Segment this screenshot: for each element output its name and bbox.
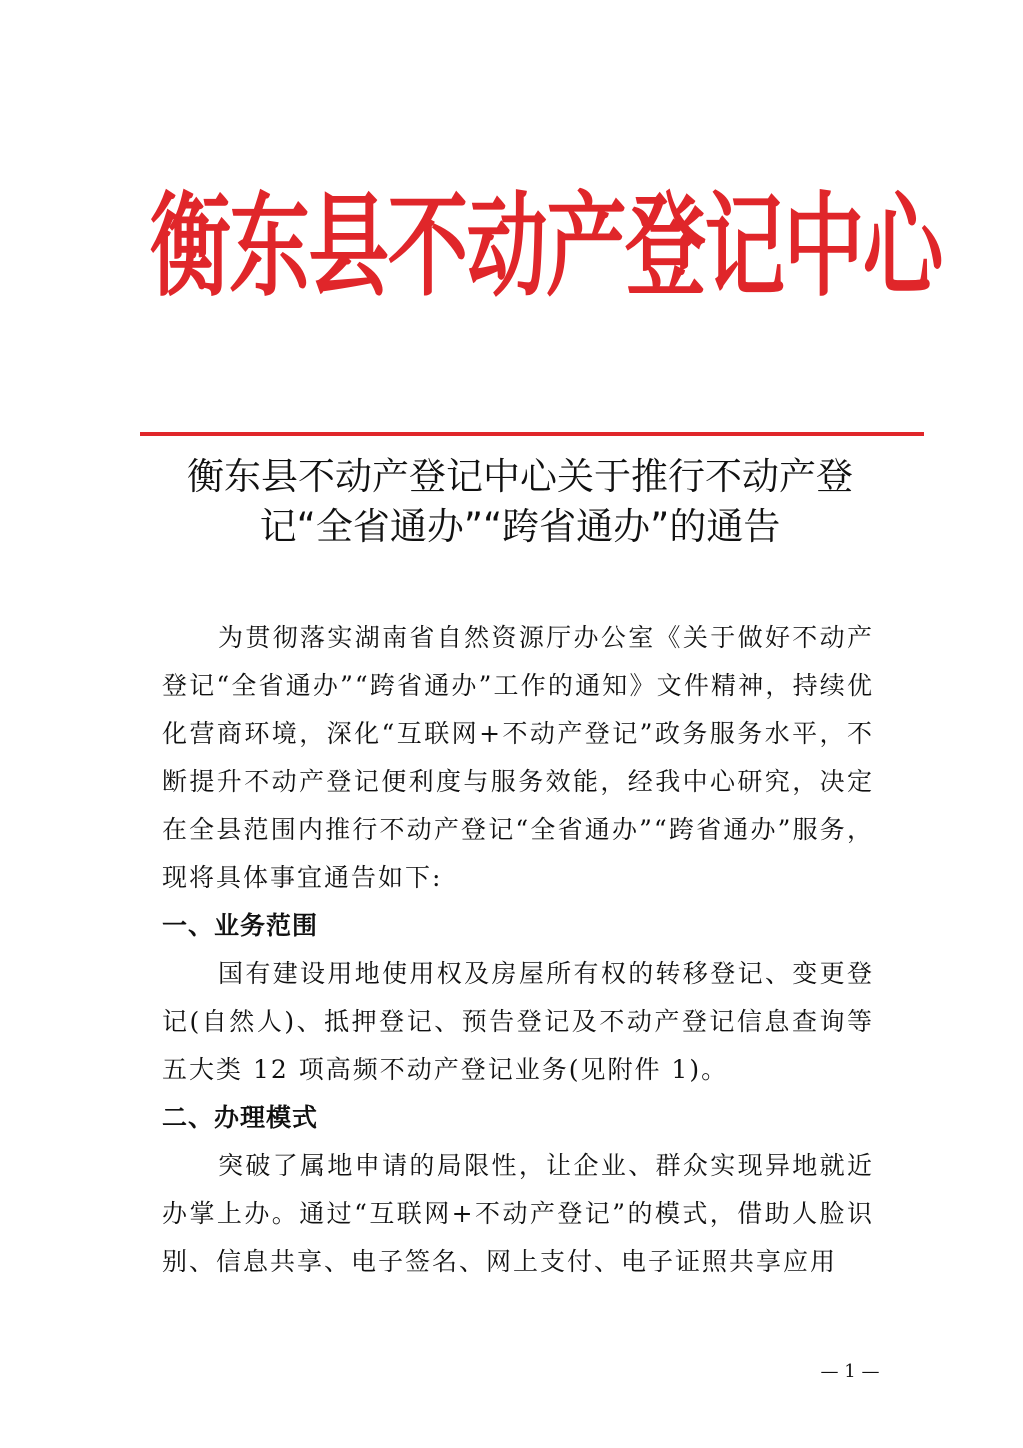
page-number: — 1 — bbox=[820, 1361, 880, 1382]
section-heading-business-scope: 一、业务范围 bbox=[162, 911, 319, 940]
notice-body bbox=[162, 614, 874, 1286]
intro-paragraph: 为贯彻落实湖南省自然资源厅办公室《关于做好不动产登记“全省通办”“跨省通办”工作的通知》文件精神，持续优化营商环境，深化“互联网+不动产登记”政务服务水平，不断提升不动产登记便利度与服务效能，经我中心研究，决定在全县范围内推行不动产登记“全省通办”“跨省通办”服务，现将具体事宜通告如下: bbox=[162, 623, 874, 892]
notice-title-line-1: 衡东县不动产登记中心关于推行不动产登 bbox=[187, 455, 853, 498]
masthead-title: 衡东县不动产登记中心 bbox=[150, 182, 943, 312]
section-heading-processing-mode: 二、办理模式 bbox=[162, 1103, 319, 1132]
business-scope-paragraph: 国有建设用地使用权及房屋所有权的转移登记、变更登记(自然人)、抵押登记、预告登记及不动产登记信息查询等五大类 12 项高频不动产登记业务(见附件 1)。 bbox=[162, 959, 874, 1084]
red-divider-line bbox=[140, 432, 924, 436]
notice-title bbox=[150, 452, 890, 552]
notice-title-line-2: 记“全省通办”“跨省通办”的通告 bbox=[259, 505, 781, 548]
processing-mode-paragraph: 突破了属地申请的局限性，让企业、群众实现异地就近办掌上办。通过“互联网+不动产登记”的模式，借助人脸识别、信息共享、电子签名、网上支付、电子证照共享应用 bbox=[162, 1151, 874, 1276]
